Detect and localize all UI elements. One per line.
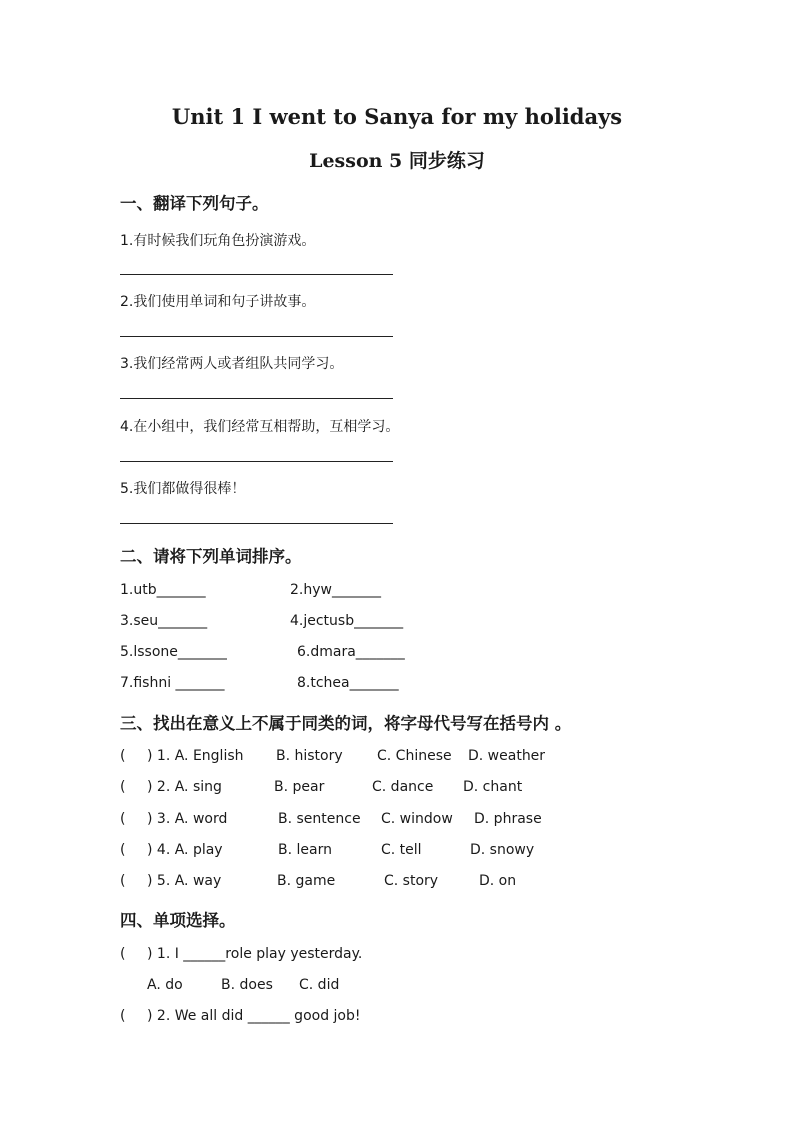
odd-one-q4-c: C. tell [381, 842, 422, 858]
translate-item-2: 2.我们使用单词和句子讲故事。 [120, 294, 316, 310]
choice-q1-option-a: A. do [147, 977, 183, 993]
answer-line-5 [120, 523, 393, 524]
word-item-6: 6.dmara_______ [297, 644, 405, 660]
word-item-8: 8.tchea_______ [297, 675, 399, 691]
answer-line-3 [120, 398, 393, 399]
odd-one-q3-b: B. sentence [278, 811, 361, 827]
translate-item-4: 4.在小组中，我们经常互相帮助，互相学习。 [120, 419, 400, 435]
odd-one-paren: ( [120, 779, 126, 795]
translate-item-1: 1.有时候我们玩角色扮演游戏。 [120, 233, 316, 249]
odd-one-q4-d: D. snowy [470, 842, 535, 858]
section-1-heading: 一、翻译下列句子。 [120, 194, 269, 213]
odd-one-q1-c: C. Chinese [377, 748, 452, 764]
word-item-2: 2.hyw_______ [290, 582, 381, 598]
odd-one-q5-b: B. game [277, 873, 336, 889]
word-item-1: 1.utb_______ [120, 582, 206, 598]
odd-one-q1-d: D. weather [468, 748, 546, 764]
odd-one-paren: ( [120, 842, 126, 858]
odd-one-q2-d: D. chant [463, 779, 523, 795]
odd-one-q2-a: ) 2. A. sing [147, 779, 222, 795]
odd-one-q4-a: ) 4. A. play [147, 842, 223, 858]
choice-q1-stem: ) 1. I ______role play yesterday. [147, 946, 363, 962]
choice-paren: ( [120, 946, 126, 962]
translate-item-5: 5.我们都做得很棒！ [120, 481, 246, 497]
page-title: Unit 1 I went to Sanya for my holidays [171, 104, 623, 129]
odd-one-q3-d: D. phrase [474, 811, 542, 827]
odd-one-paren: ( [120, 748, 126, 764]
odd-one-q5-a: ) 5. A. way [147, 873, 222, 889]
choice-paren: ( [120, 1008, 126, 1024]
word-item-5: 5.lssone_______ [120, 644, 227, 660]
odd-one-q5-c: C. story [384, 873, 439, 889]
section-4-heading: 四、单项选择。 [120, 911, 236, 930]
choice-q2-stem: ) 2. We all did ______ good job! [147, 1008, 361, 1024]
answer-line-1 [120, 274, 393, 275]
odd-one-q1-b: B. history [276, 748, 343, 764]
odd-one-q4-b: B. learn [278, 842, 332, 858]
odd-one-q3-c: C. window [381, 811, 453, 827]
odd-one-paren: ( [120, 811, 126, 827]
choice-q1-option-c: C. did [299, 977, 340, 993]
translate-item-3: 3.我们经常两人或者组队共同学习。 [120, 356, 344, 372]
odd-one-q2-c: C. dance [372, 779, 434, 795]
page-subtitle: Lesson 5 同步练习 [309, 150, 485, 172]
choice-q1-option-b: B. does [221, 977, 273, 993]
answer-line-2 [120, 336, 393, 337]
odd-one-q1-a: ) 1. A. English [147, 748, 244, 764]
section-2-heading: 二、请将下列单词排序。 [120, 547, 302, 566]
answer-line-4 [120, 461, 393, 462]
word-item-3: 3.seu_______ [120, 613, 208, 629]
section-3-heading: 三、找出在意义上不属于同类的词，将字母代号写在括号内 。 [120, 714, 572, 733]
odd-one-q2-b: B. pear [274, 779, 325, 795]
word-item-7: 7.fishni _______ [120, 675, 225, 691]
odd-one-paren: ( [120, 873, 126, 889]
word-item-4: 4.jectusb_______ [290, 613, 404, 629]
odd-one-q5-d: D. on [479, 873, 517, 889]
odd-one-q3-a: ) 3. A. word [147, 811, 228, 827]
